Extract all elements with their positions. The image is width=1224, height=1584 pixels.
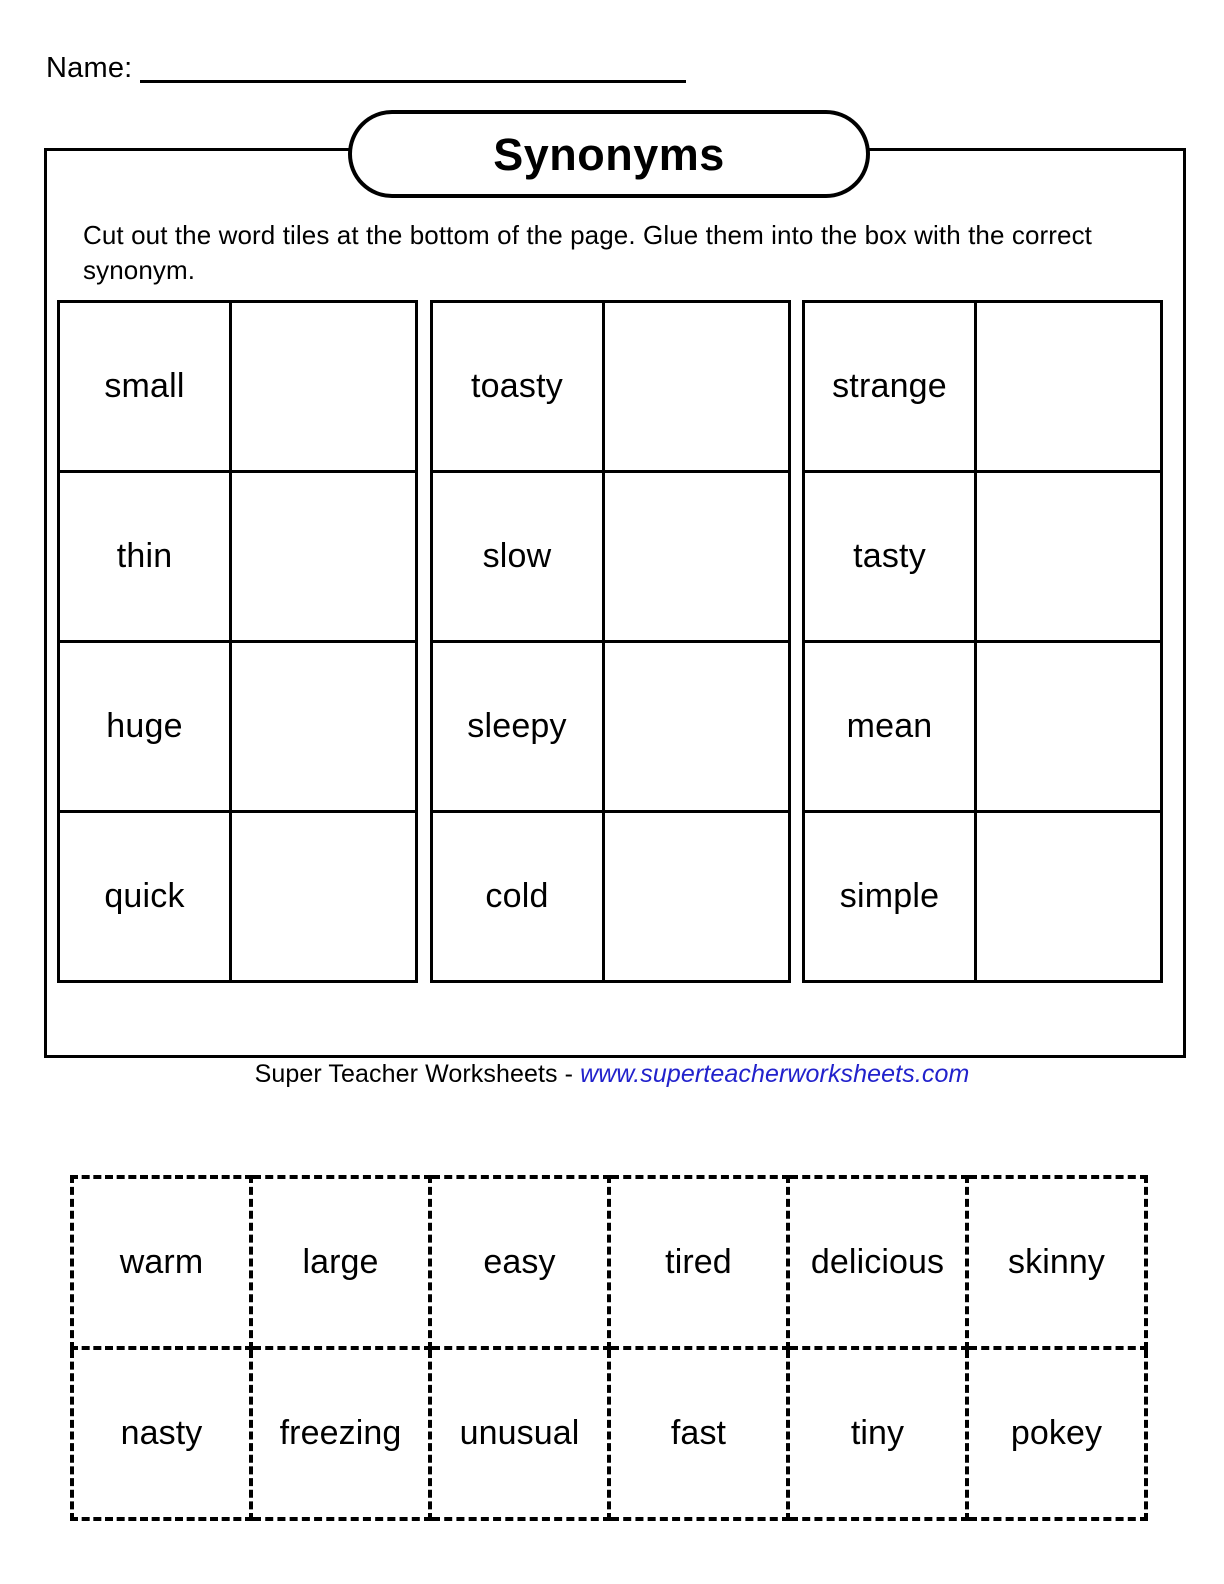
- footer-site-link[interactable]: www.superteacherworksheets.com: [580, 1060, 970, 1088]
- word-tiles-container: [70, 1175, 1146, 1521]
- table-row: [59, 642, 417, 812]
- footer-brand: Super Teacher Worksheets -: [254, 1060, 581, 1088]
- word-tile[interactable]: freezing: [251, 1348, 430, 1519]
- table-row: [804, 812, 1162, 982]
- answer-dropzone[interactable]: [231, 642, 417, 812]
- word-cell: quick: [59, 812, 231, 982]
- match-table-2: [430, 300, 791, 983]
- table-row: [804, 302, 1162, 472]
- answer-dropzone[interactable]: [976, 472, 1162, 642]
- word-tile[interactable]: large: [251, 1177, 430, 1348]
- answer-dropzone[interactable]: [231, 302, 417, 472]
- word-cell: slow: [431, 472, 603, 642]
- word-tile[interactable]: tiny: [788, 1348, 967, 1519]
- page-title: Synonyms: [493, 128, 725, 180]
- word-tile[interactable]: warm: [72, 1177, 251, 1348]
- table-row: [72, 1348, 1146, 1519]
- word-tile[interactable]: fast: [609, 1348, 788, 1519]
- table-row: [804, 472, 1162, 642]
- answer-dropzone[interactable]: [976, 642, 1162, 812]
- match-table-3: [802, 300, 1163, 983]
- word-tile[interactable]: skinny: [967, 1177, 1146, 1348]
- match-table-1: [57, 300, 418, 983]
- word-cell: simple: [804, 812, 976, 982]
- word-cell: small: [59, 302, 231, 472]
- word-cell: cold: [431, 812, 603, 982]
- name-input-line[interactable]: [140, 52, 686, 83]
- word-cell: tasty: [804, 472, 976, 642]
- word-cell: strange: [804, 302, 976, 472]
- word-cell: thin: [59, 472, 231, 642]
- answer-dropzone[interactable]: [976, 812, 1162, 982]
- answer-dropzone[interactable]: [603, 642, 789, 812]
- answer-dropzone[interactable]: [603, 812, 789, 982]
- instructions-text: Cut out the word tiles at the bottom of the page. Glue them into the box with the correct synonym.: [83, 220, 1093, 285]
- word-cell: toasty: [431, 302, 603, 472]
- table-row: [431, 302, 789, 472]
- answer-dropzone[interactable]: [603, 302, 789, 472]
- answer-dropzone[interactable]: [231, 812, 417, 982]
- answer-dropzone[interactable]: [231, 472, 417, 642]
- table-row: [431, 642, 789, 812]
- name-label: Name:: [46, 52, 133, 84]
- answer-dropzone[interactable]: [976, 302, 1162, 472]
- table-row: [72, 1177, 1146, 1348]
- footer: [0, 1060, 1224, 1089]
- word-tile[interactable]: pokey: [967, 1348, 1146, 1519]
- word-tile[interactable]: easy: [430, 1177, 609, 1348]
- word-tile[interactable]: nasty: [72, 1348, 251, 1519]
- word-cell: huge: [59, 642, 231, 812]
- word-cell: mean: [804, 642, 976, 812]
- name-row: [46, 52, 686, 83]
- worksheet-title-badge: [348, 110, 870, 198]
- table-row: [804, 642, 1162, 812]
- word-tiles-table: [70, 1175, 1148, 1521]
- table-row: [59, 472, 417, 642]
- word-tile[interactable]: tired: [609, 1177, 788, 1348]
- word-cell: sleepy: [431, 642, 603, 812]
- match-tables-container: [57, 300, 1163, 983]
- table-row: [431, 472, 789, 642]
- answer-dropzone[interactable]: [603, 472, 789, 642]
- word-tile[interactable]: delicious: [788, 1177, 967, 1348]
- table-row: [431, 812, 789, 982]
- table-row: [59, 302, 417, 472]
- word-tile[interactable]: unusual: [430, 1348, 609, 1519]
- table-row: [59, 812, 417, 982]
